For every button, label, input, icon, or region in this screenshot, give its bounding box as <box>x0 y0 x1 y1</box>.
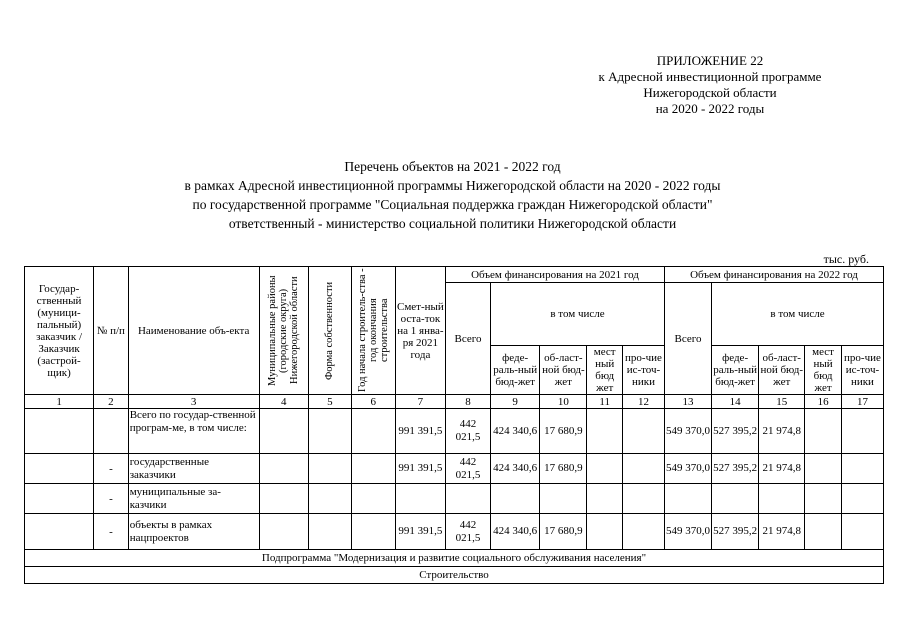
cell-ownership <box>308 514 351 550</box>
col-number: 6 <box>351 395 395 409</box>
col-number: 1 <box>25 395 94 409</box>
cell-years <box>351 514 395 550</box>
header-regional-2022: об-ласт-ной бюд-жет <box>759 346 805 395</box>
cell-total-2021: 442 021,5 <box>446 454 491 484</box>
table-row <box>25 514 884 550</box>
col-number: 7 <box>395 395 445 409</box>
header-ownership-text: Форма собственности <box>324 281 336 380</box>
cell-federal-2022 <box>712 484 759 514</box>
col-number: 11 <box>587 395 623 409</box>
col-number: 4 <box>259 395 308 409</box>
col-number: 10 <box>540 395 587 409</box>
header-customer: Государ-ственный (муници-пальный) заказчик / Заказчик (застрой-щик) <box>25 267 94 395</box>
header-row-1 <box>25 267 884 283</box>
header-fin-2022: Объем финансирования на 2022 год <box>664 267 883 283</box>
cell-customer <box>25 454 94 484</box>
cell-local-2022 <box>805 514 842 550</box>
header-total-2022: Всего <box>664 283 711 395</box>
cell-local-2021 <box>587 454 623 484</box>
cell-other-2021 <box>623 514 665 550</box>
cell-estimate: 991 391,5 <box>395 409 445 454</box>
header-including-2022: в том числе <box>712 283 884 346</box>
appendix-line-1: ПРИЛОЖЕНИЕ 22 <box>656 53 764 68</box>
col-number: 13 <box>664 395 711 409</box>
cell-municipal <box>259 409 308 454</box>
header-local-2021: мест ный бюд жет <box>587 346 623 395</box>
cell-regional-2022: 21 974,8 <box>759 409 805 454</box>
cell-total-2022: 549 370,0 <box>664 454 711 484</box>
title-line-2: в рамках Адресной инвестиционной программы Нижегородской области на 2020 - 2022 годы <box>184 178 721 193</box>
header-federal-2022: феде-раль-ный бюд-жет <box>712 346 759 395</box>
cell-name: государственные заказчики <box>128 454 259 484</box>
objects-table <box>24 266 884 584</box>
cell-municipal <box>259 484 308 514</box>
header-municipal-text: Муниципальные районы (городские округа) Нижегородской области <box>267 275 301 386</box>
cell-regional-2021 <box>540 484 587 514</box>
cell-local-2021 <box>587 514 623 550</box>
cell-federal-2022: 527 395,2 <box>712 454 759 484</box>
cell-ownership <box>308 484 351 514</box>
header-estimate: Смет-ный оста-ток на 1 янва-ря 2021 года <box>395 267 445 395</box>
cell-regional-2022 <box>759 484 805 514</box>
cell-local-2022 <box>805 409 842 454</box>
cell-customer <box>25 514 94 550</box>
cell-other-2022 <box>841 514 883 550</box>
cell-years <box>351 409 395 454</box>
cell-estimate <box>395 484 445 514</box>
cell-num: - <box>94 454 129 484</box>
appendix-header <box>560 53 860 117</box>
subprogram-row <box>25 550 884 567</box>
header-years-text: Год начала строитель-ства - год окончания строительства <box>356 268 390 393</box>
cell-total-2022 <box>664 484 711 514</box>
cell-estimate: 991 391,5 <box>395 514 445 550</box>
cell-total-2021 <box>446 484 491 514</box>
header-fin-2021: Объем финансирования на 2021 год <box>446 267 665 283</box>
cell-other-2021 <box>623 409 665 454</box>
cell-federal-2022: 527 395,2 <box>712 409 759 454</box>
col-number: 9 <box>491 395 540 409</box>
cell-years <box>351 454 395 484</box>
cell-regional-2022: 21 974,8 <box>759 454 805 484</box>
cell-regional-2021: 17 680,9 <box>540 409 587 454</box>
col-number: 2 <box>94 395 129 409</box>
header-name: Наименование объ-екта <box>128 267 259 395</box>
cell-local-2021 <box>587 484 623 514</box>
cell-name: объекты в рамках нацпроектов <box>128 514 259 550</box>
cell-ownership <box>308 454 351 484</box>
col-number: 3 <box>128 395 259 409</box>
header-ownership <box>308 267 351 395</box>
header-local-2022: мест ный бюд жет <box>805 346 842 395</box>
cell-regional-2021: 17 680,9 <box>540 514 587 550</box>
col-number: 8 <box>446 395 491 409</box>
cell-federal-2021: 424 340,6 <box>491 409 540 454</box>
cell-regional-2022: 21 974,8 <box>759 514 805 550</box>
col-number: 14 <box>712 395 759 409</box>
section-title: Строительство <box>25 567 884 584</box>
table-row <box>25 409 884 454</box>
header-years <box>351 267 395 395</box>
title-line-4: ответственный - министерство социальной политики Нижегородской области <box>228 216 677 231</box>
appendix-line-3: Нижегородской области <box>643 85 777 100</box>
cell-local-2022 <box>805 484 842 514</box>
appendix-line-2: к Адресной инвестиционной программе <box>598 69 822 84</box>
header-num: № п/п <box>94 267 129 395</box>
cell-num: - <box>94 514 129 550</box>
cell-federal-2021: 424 340,6 <box>491 454 540 484</box>
header-municipal <box>259 267 308 395</box>
cell-total-2021: 442 021,5 <box>446 514 491 550</box>
cell-local-2021 <box>587 409 623 454</box>
appendix-line-4: на 2020 - 2022 годы <box>655 101 765 116</box>
cell-other-2022 <box>841 484 883 514</box>
table-row <box>25 484 884 514</box>
col-number: 17 <box>841 395 883 409</box>
cell-other-2022 <box>841 454 883 484</box>
cell-municipal <box>259 514 308 550</box>
document-title <box>100 157 805 233</box>
cell-customer <box>25 409 94 454</box>
title-line-3: по государственной программе "Социальная поддержка граждан Нижегородской области" <box>192 197 713 212</box>
cell-customer <box>25 484 94 514</box>
header-regional-2021: об-ласт-ной бюд-жет <box>540 346 587 395</box>
header-other-2022: про-чие ис-точ-ники <box>841 346 883 395</box>
cell-regional-2021: 17 680,9 <box>540 454 587 484</box>
title-line-1: Перечень объектов на 2021 - 2022 год <box>344 159 561 174</box>
header-federal-2021: феде-раль-ный бюд-жет <box>491 346 540 395</box>
column-numbers-row <box>25 395 884 409</box>
header-including-2021: в том числе <box>491 283 665 346</box>
cell-other-2021 <box>623 484 665 514</box>
cell-municipal <box>259 454 308 484</box>
cell-name: Всего по государ-ственной програм-ме, в том числе: <box>128 409 259 454</box>
col-number: 5 <box>308 395 351 409</box>
header-other-2021: про-чие ис-точ-ники <box>623 346 665 395</box>
cell-federal-2022: 527 395,2 <box>712 514 759 550</box>
cell-other-2022 <box>841 409 883 454</box>
cell-ownership <box>308 409 351 454</box>
units-label: тыс. руб. <box>823 252 869 266</box>
section-row <box>25 567 884 584</box>
cell-total-2022: 549 370,0 <box>664 409 711 454</box>
cell-local-2022 <box>805 454 842 484</box>
cell-num <box>94 409 129 454</box>
header-total-2021: Всего <box>446 283 491 395</box>
cell-num: - <box>94 484 129 514</box>
cell-federal-2021 <box>491 484 540 514</box>
cell-name: муниципальные за-казчики <box>128 484 259 514</box>
table-row <box>25 454 884 484</box>
cell-other-2021 <box>623 454 665 484</box>
subprogram-title: Подпрограмма "Модернизация и развитие социального обслуживания населения" <box>25 550 884 567</box>
cell-total-2021: 442 021,5 <box>446 409 491 454</box>
col-number: 12 <box>623 395 665 409</box>
col-number: 16 <box>805 395 842 409</box>
cell-years <box>351 484 395 514</box>
cell-estimate: 991 391,5 <box>395 454 445 484</box>
cell-total-2022: 549 370,0 <box>664 514 711 550</box>
col-number: 15 <box>759 395 805 409</box>
cell-federal-2021: 424 340,6 <box>491 514 540 550</box>
